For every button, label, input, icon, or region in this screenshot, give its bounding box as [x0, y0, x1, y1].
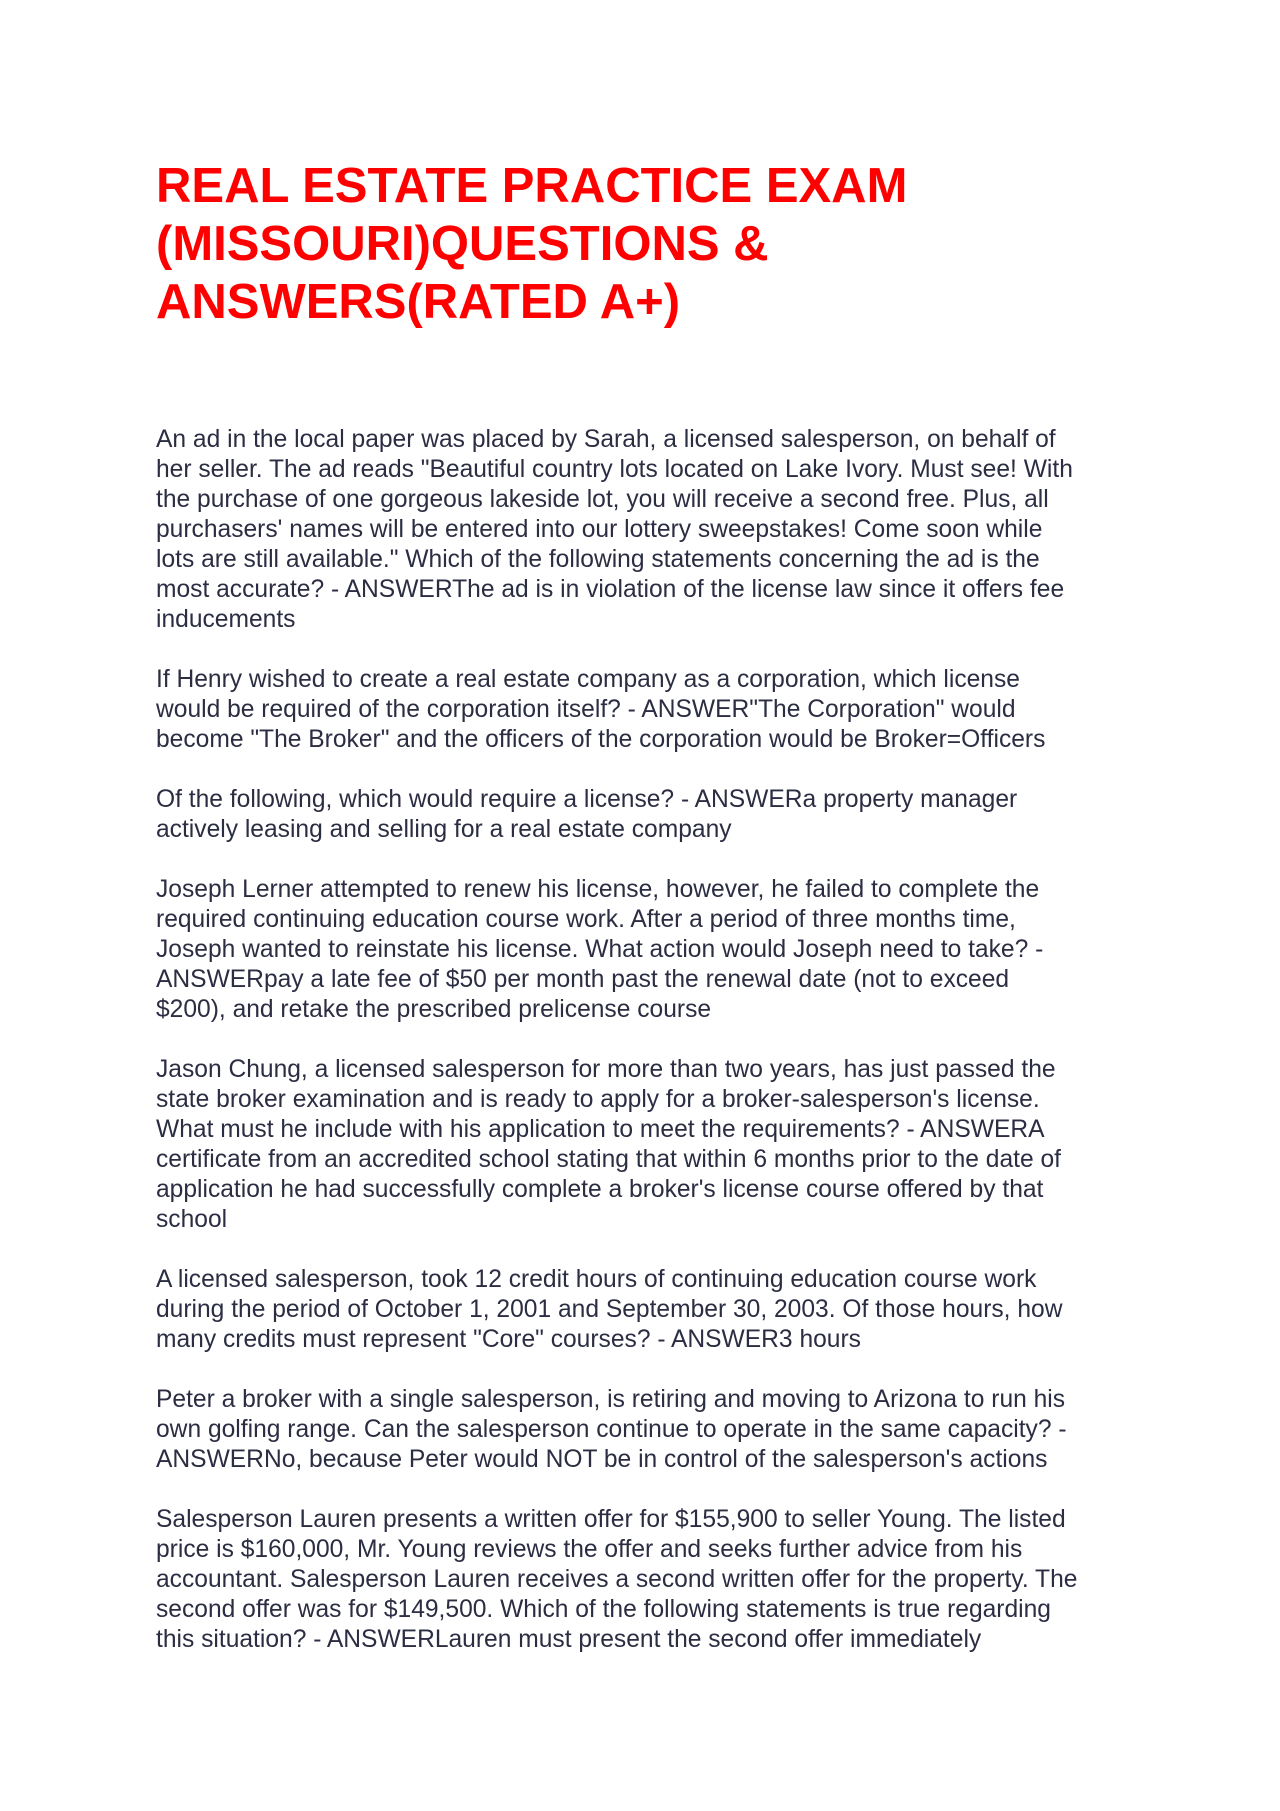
- title-line: (MISSOURI)QUESTIONS &: [156, 217, 769, 271]
- qa-line: during the period of October 1, 2001 and September 30, 2003. Of those hours, how: [156, 1296, 1063, 1323]
- qa-line: required continuing education course work. After a period of three months time,: [156, 906, 1016, 933]
- qa-line: lots are still available." Which of the following statements concerning the ad is the: [156, 546, 1040, 573]
- qa-line: If Henry wished to create a real estate company as a corporation, which license: [156, 666, 1020, 693]
- qa-line: What must he include with his application to meet the requirements? - ANSWERA: [156, 1116, 1045, 1143]
- qa-line: would be required of the corporation itself? - ANSWER"The Corporation" would: [156, 696, 1016, 723]
- qa-line: become "The Broker" and the officers of the corporation would be Broker=Officers: [156, 726, 1046, 753]
- qa-line: purchasers' names will be entered into our lottery sweepstakes! Come soon while: [156, 516, 1043, 543]
- qa-item: [156, 1505, 1156, 1655]
- qa-line: most accurate? - ANSWERThe ad is in violation of the license law since it offers fee: [156, 576, 1065, 603]
- qa-line: price is $160,000, Mr. Young reviews the offer and seeks further advice from his: [156, 1536, 1023, 1563]
- qa-line: second offer was for $149,500. Which of the following statements is true regarding: [156, 1596, 1051, 1623]
- qa-line: Peter a broker with a single salesperson, is retiring and moving to Arizona to run his: [156, 1386, 1066, 1413]
- qa-line: application he had successfully complete a broker's license course offered by that: [156, 1176, 1044, 1203]
- qa-item: [156, 875, 1156, 1025]
- qa-line: school: [156, 1206, 228, 1233]
- qa-item: [156, 425, 1156, 635]
- qa-item: [156, 665, 1156, 755]
- qa-list: [156, 425, 1156, 1685]
- qa-line: ANSWERpay a late fee of $50 per month past the renewal date (not to exceed: [156, 966, 1010, 993]
- qa-item: [156, 1265, 1156, 1355]
- qa-line: Joseph Lerner attempted to renew his license, however, he failed to complete the: [156, 876, 1040, 903]
- qa-item: [156, 1055, 1156, 1235]
- qa-line: A licensed salesperson, took 12 credit hours of continuing education course work: [156, 1266, 1037, 1293]
- qa-line: actively leasing and selling for a real estate company: [156, 816, 732, 843]
- qa-line: Jason Chung, a licensed salesperson for more than two years, has just passed the: [156, 1056, 1056, 1083]
- qa-line: ANSWERNo, because Peter would NOT be in control of the salesperson's actions: [156, 1446, 1048, 1473]
- qa-line: the purchase of one gorgeous lakeside lot, you will receive a second free. Plus, all: [156, 486, 1049, 513]
- title-line: REAL ESTATE PRACTICE EXAM: [156, 159, 908, 213]
- qa-line: Of the following, which would require a license? - ANSWERa property manager: [156, 786, 1018, 813]
- qa-item: [156, 785, 1156, 845]
- qa-line: her seller. The ad reads "Beautiful country lots located on Lake Ivory. Must see! With: [156, 456, 1073, 483]
- qa-line: many credits must represent "Core" courses? - ANSWER3 hours: [156, 1326, 861, 1353]
- title-line: ANSWERS(RATED A+): [156, 275, 681, 329]
- qa-line: inducements: [156, 606, 296, 633]
- qa-line: $200), and retake the prescribed prelicense course: [156, 996, 712, 1023]
- qa-line: accountant. Salesperson Lauren receives a second written offer for the property. The: [156, 1566, 1078, 1593]
- qa-item: [156, 1385, 1156, 1475]
- document-title: [156, 157, 1156, 331]
- qa-line: this situation? - ANSWERLauren must present the second offer immediately: [156, 1626, 982, 1653]
- qa-line: state broker examination and is ready to apply for a broker-salesperson's license.: [156, 1086, 1040, 1113]
- qa-line: certificate from an accredited school stating that within 6 months prior to the date of: [156, 1146, 1061, 1173]
- qa-line: Joseph wanted to reinstate his license. What action would Joseph need to take? -: [156, 936, 1044, 963]
- qa-line: An ad in the local paper was placed by Sarah, a licensed salesperson, on behalf of: [156, 426, 1056, 453]
- qa-line: Salesperson Lauren presents a written offer for $155,900 to seller Young. The listed: [156, 1506, 1066, 1533]
- qa-line: own golfing range. Can the salesperson continue to operate in the same capacity? -: [156, 1416, 1067, 1443]
